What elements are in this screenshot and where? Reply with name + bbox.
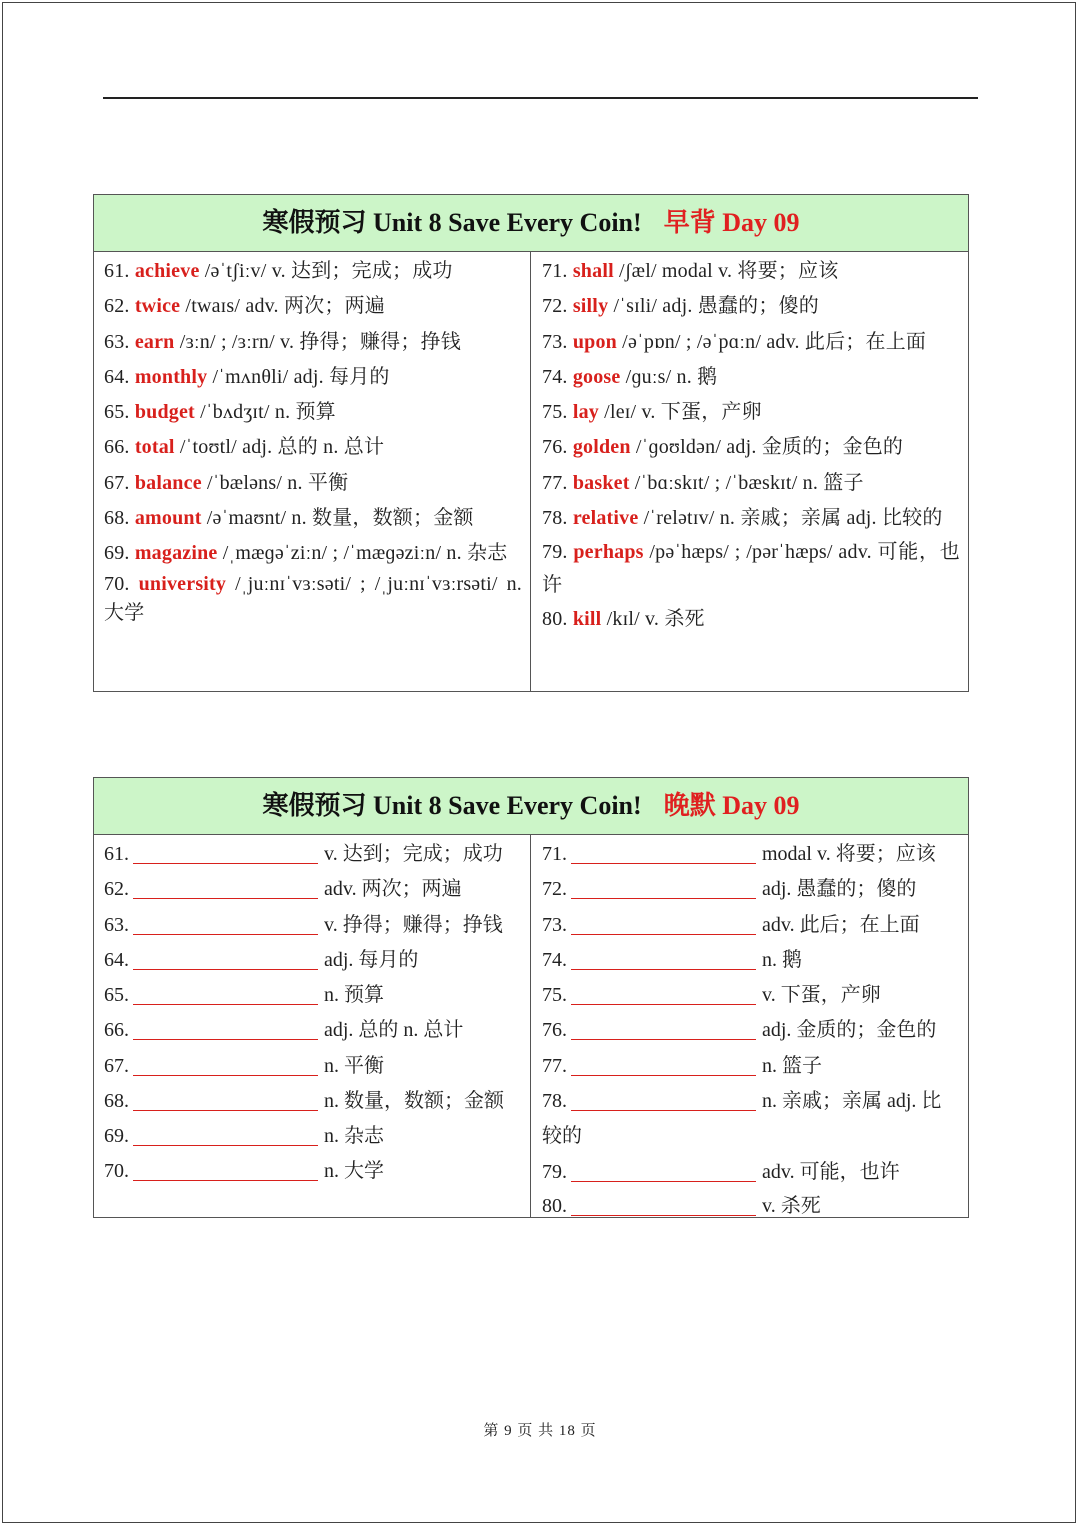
vocab-entry: 79. perhaps /pəˈhæps/ ; /pərˈhæps/ adv. 可能，也许 [542, 541, 960, 597]
answer-blank[interactable] [133, 878, 318, 899]
header-rule [103, 97, 978, 99]
vocab-word: perhaps [573, 541, 644, 564]
answer-blank[interactable] [133, 984, 318, 1005]
vocab-entry: 62. twice /twaɪs/ adv. 两次；两遍 [104, 295, 385, 318]
vocab-entry: 72. silly /ˈsɪli/ adj. 愚蠢的；傻的 [542, 295, 819, 318]
evening-title-prefix: 寒假预习 Unit 8 Save Every Coin! [262, 791, 642, 820]
evening-title-accent: 晚默 Day 09 [663, 791, 800, 820]
answer-blank[interactable] [571, 878, 756, 899]
page-number-footer: 第 9 页 共 18 页 [483, 1423, 597, 1439]
answer-blank[interactable] [133, 1160, 318, 1181]
answer-blank[interactable] [571, 843, 756, 864]
vocab-word: relative [572, 507, 639, 530]
dictation-row: 61. v. 达到；完成；成功 [104, 843, 503, 865]
dictation-row: 70. n. 大学 [104, 1159, 384, 1182]
vocab-entry: 69. magazine /ˌmæɡəˈziːn/ ; /ˈmæɡəziːn/ n. 杂志 [104, 542, 508, 565]
dictation-row: 67. n. 平衡 [104, 1054, 384, 1077]
vocab-entry: 76. golden /ˈɡoʊldən/ adj. 金质的；金色的 [542, 436, 904, 459]
vocab-entry: 65. budget /ˈbʌdʒɪt/ n. 预算 [104, 401, 336, 424]
vocab-entry: 67. balance /ˈbæləns/ n. 平衡 [104, 471, 349, 494]
vocab-entry: 61. achieve /əˈtʃiːv/ v. 达到；完成；成功 [104, 260, 453, 282]
dictation-row: 72. adj. 愚蠢的；傻的 [542, 878, 917, 901]
vocab-word: achieve [134, 260, 200, 282]
answer-blank[interactable] [571, 1195, 756, 1216]
dictation-row: 73. adv. 此后；在上面 [542, 913, 920, 936]
vocab-word: total [134, 436, 175, 459]
vocab-word: monthly [134, 365, 208, 388]
vocab-word: silly [572, 295, 609, 318]
dictation-row: 80. v. 杀死 [542, 1194, 821, 1217]
dictation-row: 68. n. 数量，数额；金额 [104, 1090, 504, 1113]
evening-right-column [531, 835, 968, 1217]
vocab-word: kill [572, 608, 602, 631]
dictation-row: 62. adv. 两次；两遍 [104, 878, 462, 901]
answer-blank[interactable] [571, 949, 756, 970]
dictation-row: 71. modal v. 将要；应该 [542, 843, 936, 865]
dictation-row: 64. adj. 每月的 [104, 948, 419, 971]
dictation-row: 74. n. 鹅 [542, 948, 802, 971]
answer-blank[interactable] [571, 1055, 756, 1076]
vocab-word: balance [134, 471, 202, 494]
dictation-row: 76. adj. 金质的；金色的 [542, 1019, 937, 1042]
dictation-row: 66. adj. 总的 n. 总计 [104, 1019, 464, 1042]
vocab-word: budget [134, 401, 195, 424]
vocab-entry: 66. total /ˈtoʊtl/ adj. 总的 n. 总计 [104, 436, 385, 459]
vocab-word: lay [572, 401, 599, 424]
answer-blank[interactable] [133, 1055, 318, 1076]
answer-blank[interactable] [571, 984, 756, 1005]
evening-table-title [94, 778, 968, 835]
vocab-entry: 78. relative /ˈrelətɪv/ n. 亲戚；亲属 adj. 比较的 [542, 507, 943, 530]
answer-blank[interactable] [571, 1019, 756, 1040]
answer-blank[interactable] [571, 1161, 756, 1182]
evening-left-column [94, 835, 531, 1217]
vocab-entry: 71. shall /ʃæl/ modal v. 将要；应该 [542, 260, 839, 282]
vocab-word: earn [134, 330, 175, 353]
vocab-word: magazine [134, 542, 218, 565]
answer-blank[interactable] [133, 949, 318, 970]
dictation-row: 65. n. 预算 [104, 984, 384, 1007]
vocab-entry: 74. goose /ɡuːs/ n. 鹅 [542, 365, 718, 388]
answer-blank[interactable] [571, 1090, 756, 1111]
vocab-word: shall [572, 260, 614, 282]
dictation-row: 79. adv. 可能，也许 [542, 1160, 900, 1183]
dictation-row: 63. v. 挣得；赚得；挣钱 [104, 913, 503, 936]
answer-blank[interactable] [133, 1125, 318, 1146]
vocab-entry: 64. monthly /ˈmʌnθli/ adj. 每月的 [104, 365, 390, 388]
morning-title-prefix: 寒假预习 Unit 8 Save Every Coin! [262, 208, 642, 237]
vocab-entry: 63. earn /ɜːn/ ; /ɜːrn/ v. 挣得；赚得；挣钱 [104, 330, 461, 353]
vocab-entry: 77. basket /ˈbɑːskɪt/ ; /ˈbæskɪt/ n. 篮子 [542, 471, 864, 494]
dictation-row: 75. v. 下蛋，产卵 [542, 984, 881, 1007]
morning-right-column [531, 252, 968, 691]
answer-blank[interactable] [133, 1019, 318, 1040]
vocab-word: basket [572, 471, 630, 494]
morning-table-title [94, 195, 968, 252]
dictation-row: 78. n. 亲戚；亲属 adj. 比较的 [542, 1090, 942, 1148]
vocab-word: golden [572, 436, 631, 459]
vocab-entry: 75. lay /leɪ/ v. 下蛋，产卵 [542, 401, 762, 424]
answer-blank[interactable] [133, 843, 318, 864]
answer-blank[interactable] [133, 1090, 318, 1111]
vocab-entry: 80. kill /kɪl/ v. 杀死 [542, 608, 705, 631]
vocab-word: university [138, 573, 227, 596]
dictation-row: 69. n. 杂志 [104, 1125, 384, 1148]
answer-blank[interactable] [133, 914, 318, 935]
morning-vocab-table [93, 194, 969, 692]
vocab-entry: 70. university /ˌjuːnɪˈvɜːsəti/ ; /ˌjuːnɪˈvɜːrsəti/ n. 大学 [104, 573, 522, 625]
morning-left-column [94, 252, 531, 691]
answer-blank[interactable] [571, 914, 756, 935]
vocab-word: twice [134, 295, 181, 318]
evening-dictation-table [93, 777, 969, 1218]
vocab-word: upon [572, 330, 617, 353]
vocab-word: goose [572, 365, 621, 388]
vocab-entry: 73. upon /əˈpɒn/ ; /əˈpɑːn/ adv. 此后；在上面 [542, 330, 927, 353]
vocab-word: amount [134, 507, 202, 530]
vocab-entry: 68. amount /əˈmaʊnt/ n. 数量，数额；金额 [104, 507, 474, 530]
morning-title-accent: 早背 Day 09 [663, 208, 800, 237]
dictation-row: 77. n. 篮子 [542, 1054, 822, 1077]
